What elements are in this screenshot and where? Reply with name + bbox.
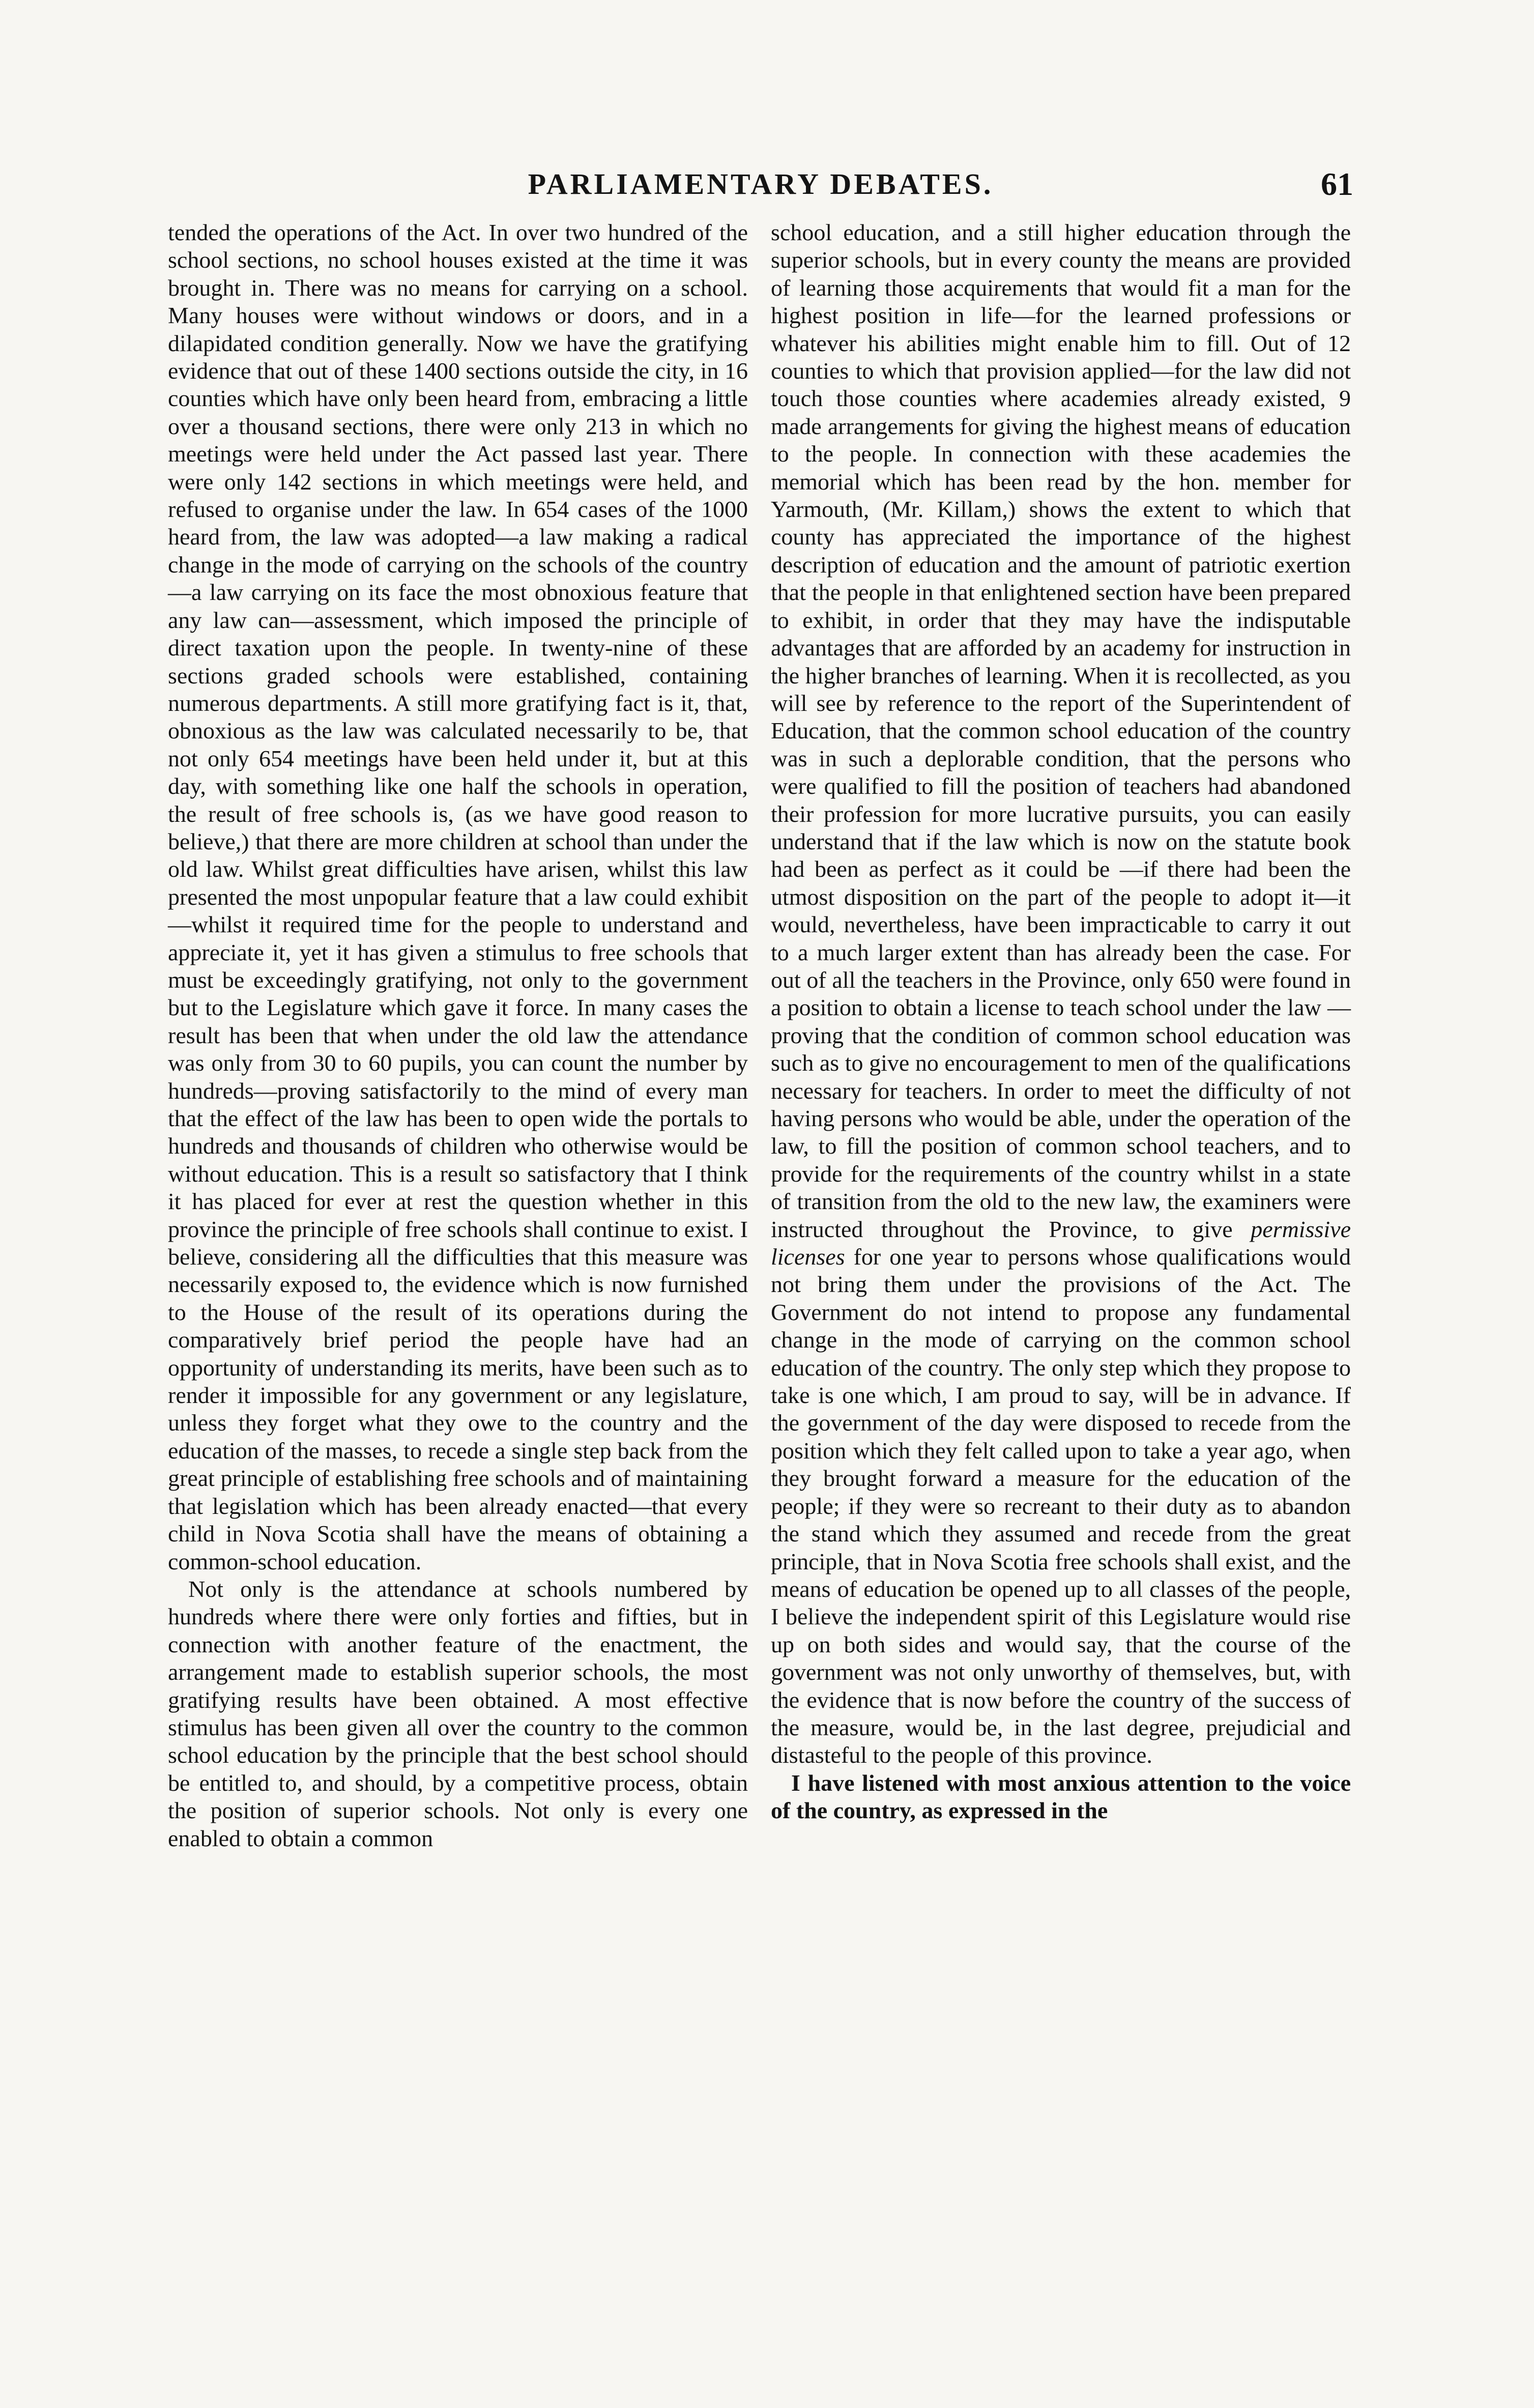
left-paragraph-1: tended the operations of the Act. In over two hundred of the school sections, no school houses existed at the time it was brought in. There was no means for carrying on a school. Many houses were without windows or doors, and in a dilapidated condition generally. Now we have the gratifying evidence that out of these 1400 sections outside the city, in 16 counties which have only been heard from, embracing a little over a thousand sections, there were only 213 in which no meetings were held under the Act passed last year. There were only 142 sections in which meetings were held, and refused to organise under the law. In 654 cases of the 1000 heard from, the law was adopted—a law making a radical change in the mode of carrying on the schools of the country—a law carrying on its face the most obnoxious feature that any law can—assessment, which imposed the principle of direct taxation upon the people. In twenty-nine of these sections graded schools were established, containing numerous departments. A still more gratifying fact is it, that, obnoxious as the law was calculated necessarily to be, that not only 654 meetings have been held under it, but at this day, with something like one half the schools in operation, the result of free schools is, (as we have good reason to believe,) that there are more children at school than under the old law. Whilst great difficulties have arisen, whilst this law presented the most unpopular feature that a law could exhibit—whilst it required time for the people to understand and appreciate it, yet it has given a stimulus to free schools that must be exceedingly gratifying, not only to the government but to the Legislature which gave it force. In many cases the result has been that when under the old law the attendance was only from 30 to 60 pupils, you can count the number by hundreds—proving satisfactorily to the mind of every man that the effect of the law has been to open wide the portals to hundreds and thousands of children who otherwise would be without education. This is a result so satisfactory that I think it has placed for ever at rest the question whether in this province the principle of free schools shall continue to exist. I believe, considering all the difficulties that this measure was necessarily exposed to, the evidence which is now furnished to the House of the result of its operations during the comparatively brief period the people have had an opportunity of understanding its merits, have been such as to render it impossible for any government or any legislature, unless they forget what they owe to the country and the education of the masses, to recede a single step back from the great principle of establishing free schools and of maintaining that legislation which has been already enacted—that every child in Nova Scotia shall have the means of obtaining a common-school education. bbox=[168, 219, 748, 1574]
running-title: PARLIAMENTARY DEBATES. bbox=[528, 167, 994, 200]
right-paragraph-1-continuation: for one year to persons whose qualifications would not bring them under the provisions of the Act. The Government do not intend to propose any fundamental change in the mode of carrying on the common school education of the country. The only step which they propose to take is one which, I am proud to say, will be in advance. If the government of the day were disposed to recede from the position which they felt called upon to take a year ago, when they brought forward a measure for the education of the people; if they were so recreant to their duty as to abandon the stand which they assumed and recede from the great principle, that in Nova Scotia free schools shall exist, and the means of education be opened up to all classes of the people, I believe the independent spirit of this Legislature would rise up on both sides and would say, that the course of the government was not only unworthy of themselves, but, with the evidence that is now before the country of the success of the measure, would be, in the last degree, prejudicial and distasteful to the people of this province. bbox=[771, 1244, 1351, 1768]
permissive-licenses-phrase: permissive licenses bbox=[771, 1216, 1351, 1270]
left-column bbox=[168, 219, 748, 1852]
page-number: 61 bbox=[1321, 166, 1353, 202]
right-paragraph-1 bbox=[771, 219, 1351, 1769]
right-column bbox=[771, 219, 1351, 1825]
right-paragraph-2: I have listened with most anxious attention to the voice of the country, as expressed in the bbox=[771, 1769, 1351, 1824]
page-header bbox=[168, 164, 1353, 210]
left-paragraph-2: Not only is the attendance at schools numbered by hundreds where there were only forties and fifties, but in connection with another feature of the enactment, the arrangement made to establish superior schools, the most gratifying results have been obtained. A most effective stimulus has been given all over the country to the common school education by the principle that the best school should be entitled to, and should, by a competitive process, obtain the position of superior schools. Not only is every one enabled to obtain a common bbox=[168, 1575, 748, 1851]
right-paragraph-1-text: school education, and a still higher education through the superior schools, but in every county the means are provided of learning those acquirements that would fit a man for the highest position in life—for the learned professions or whatever his abilities might enable him to fill. Out of 12 counties to which that provision applied—for the law did not touch those counties where academies already existed, 9 made arrangements for giving the highest means of education to the people. In connection with these academies the memorial which has been read by the hon. member for Yarmouth, (Mr. Killam,) shows the extent to which that county has appreciated the importance of the highest description of education and the amount of patriotic exertion that the people in that enlightened section have been prepared to exhibit, in order that they may have the indisputable advantages that are afforded by an academy for instruction in the higher branches of learning. When it is recollected, as you will see by reference to the report of the Superintendent of Education, that the common school education of the country was in such a deplorable condition, that the persons who were qualified to fill the position of teachers had abandoned their profession for more lucrative pursuits, you can easily understand that if the law which is now on the statute book had been as perfect as it could be —if there had been the utmost disposition on the part of the people to adopt it—it would, nevertheless, have been impracticable to carry it out to a much larger extent than has already been the case. For out of all the teachers in the Province, only 650 were found in a position to obtain a license to teach school under the law —proving that the condition of common school education was such as to give no encouragement to men of the qualifications necessary for teachers. In order to meet the difficulty of not having persons who would be able, under the operation of the law, to fill the position of common school teachers, and to provide for the requirements of the country whilst in a state of transition from the old to the new law, the examiners were instructed throughout the Province, to give bbox=[771, 219, 1351, 1242]
